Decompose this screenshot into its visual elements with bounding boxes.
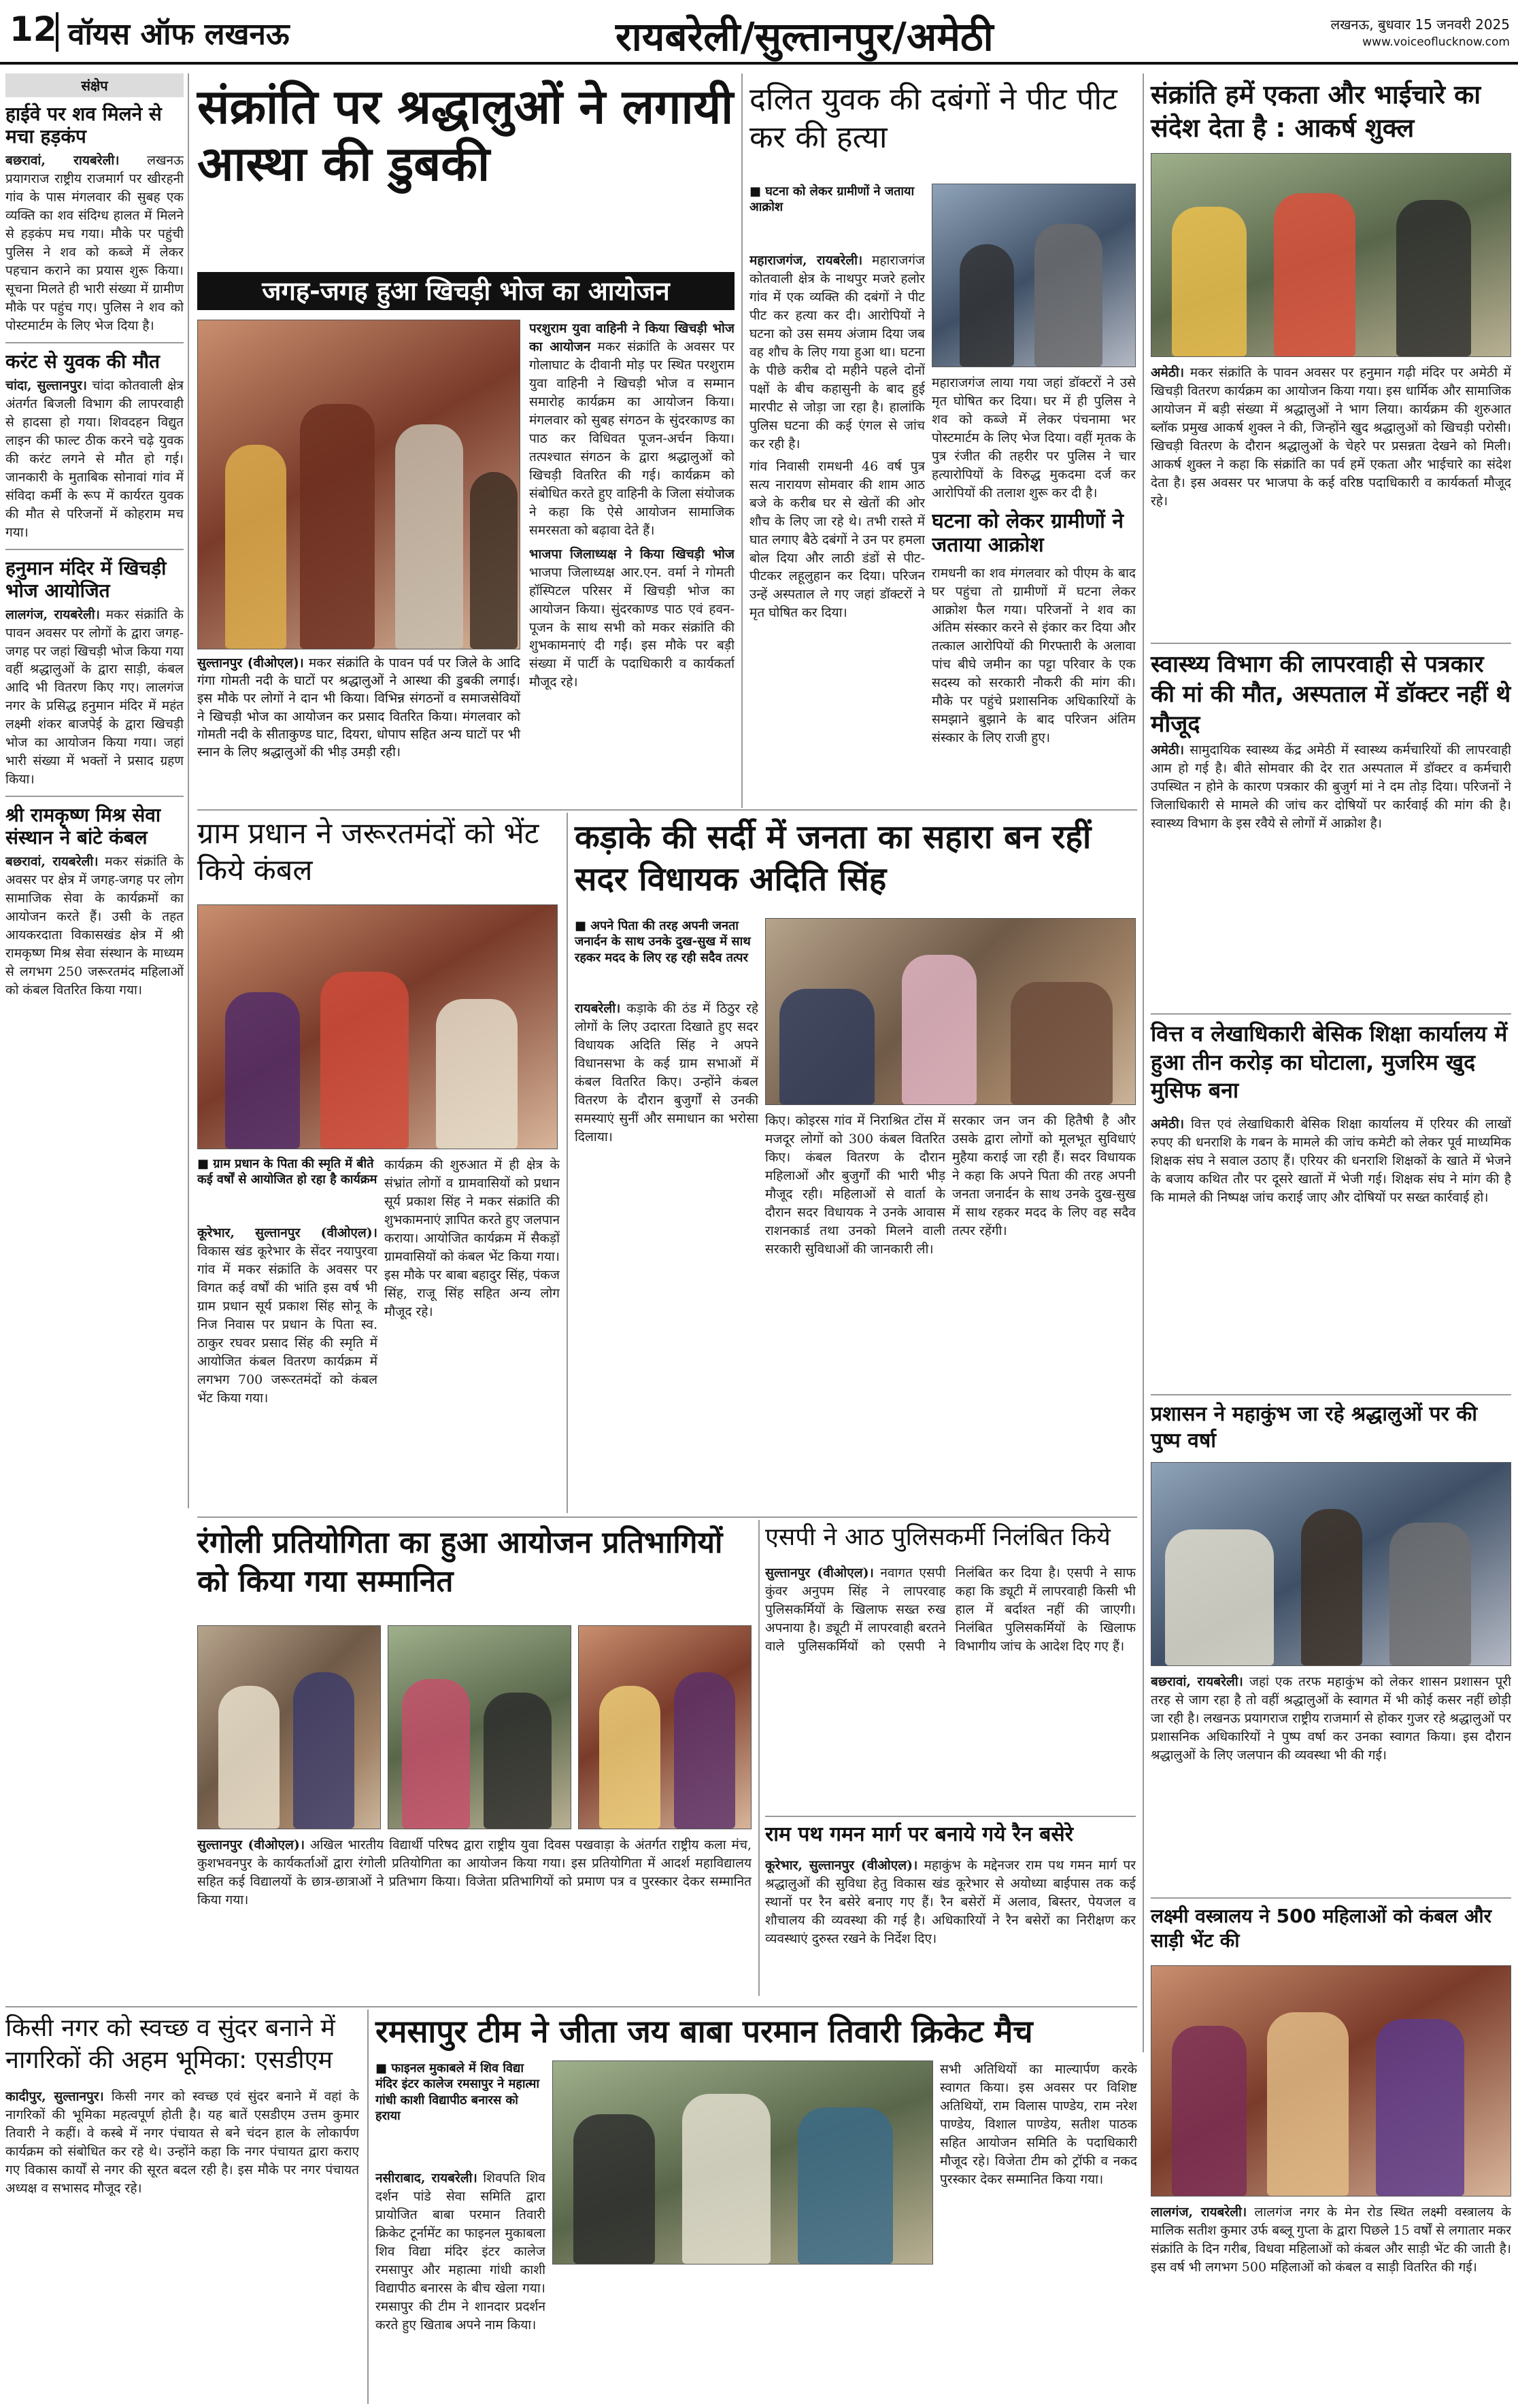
dalit-body3: महाराजगंज लाया गया जहां डॉक्टरों ने उसे मृत घोषित कर दिया। घर में ही पुलिस ने शव को कब्जे में लेकर पंचनामा भर पोस्टमार्टम के लिए भेज दिया। वहीं मृतक के पुत्र रंजीत की तहरीर पर पुलिस ने चार हत्यारोपियों के विरुद्ध मुकदमा दर्ज कर आरोपियों की तलाश शुरू कर दी है। <box>932 375 1136 501</box>
gram-body2: कार्यक्रम की शुरुआत में ही क्षेत्र के संभ्रांत लोगों व ग्रामवासियों को प्रधान सूर्य प्रकाश सिंह ने मकर संक्रांति की शुभकामनाएं ज्ञापित करते हुए जलपान कराया। आयोजित कार्यक्रम में सैकड़ों ग्रामवासियों को कंबल भेंट किया गया। इस मौके पर बाबा बहादुर सिंह, पंकज सिंह, राजू सिंह सहित अन्य लोग मौजूद रहे। <box>384 1157 560 1319</box>
lead-headline: संक्रांति पर श्रद्धालुओं ने लगायी आस्था की डुबकी <box>197 79 734 192</box>
cricket-photo <box>552 2061 933 2265</box>
cricket-column-1 <box>375 2169 545 2401</box>
brief-item <box>5 557 184 790</box>
gram-photo <box>197 904 558 1149</box>
lakshmi-body <box>1151 2203 1511 2401</box>
brief-column <box>5 73 184 1508</box>
lead-caption <box>197 654 520 761</box>
paper-name: वॉयस ऑफ लखनऊ <box>68 17 290 52</box>
kadipur-headline: किसी नगर को स्वच्छ व सुंदर बनाने में नागरिकों की अहम भूमिका: एसडीएम <box>5 2014 335 2074</box>
cricket-headline: रमसापुर टीम ने जीता जय बाबा परमान तिवारी क्रिकेट मैच <box>375 2013 1033 2050</box>
rangoli-dateline: सुल्तानपुर (वीओएल)। <box>197 1837 305 1852</box>
dalit-bullet: ■ घटना को लेकर ग्रामीणों ने जताया आक्रोश <box>749 184 915 215</box>
dalit-column-2 <box>932 374 1136 836</box>
brief-item <box>5 804 184 1000</box>
brief-title: हनुमान मंदिर में खिचड़ी भोज आयोजित <box>5 556 167 602</box>
ram-body-text: महाकुंभ के मद्देनजर राम पथ गमन मार्ग पर श्रद्धालुओं की सुविधा हेतु विकास खंड कूरेभार से अयोध्या बाईपास तक कई स्थानों पर रैन बसेरे बनाए गए हैं। रैन बसेरों में अलाव, बिस्तर, पेयजल व शौचालय की व्यवस्था की गई है। अधिकारियों ने रैन बसेरों का निरीक्षण कर व्यवस्थाएं दुरुस्त रखने के निर्देश दिए। <box>765 1858 1136 1946</box>
lakshmi-dateline: लालगंज, रायबरेली। <box>1151 2205 1247 2220</box>
cricket-column-3 <box>940 2061 1137 2401</box>
dateline: लखनऊ, बुधवार 15 जनवरी 2025 <box>1330 16 1510 33</box>
dalit-body2: गांव निवासी रामधनी 46 वर्ष पुत्र सत्य नारायण सोमवार की शाम आठ बजे के करीब घर से खेतों की ओर शौच के लिए जा रहे थे। तभी रास्ते में घात लगाए बैठे दबंगों ने उन पर हमला बोल दिया और लाठी डंडों से पीट-पीटकर लहूलुहान कर दिया। परिजन उन्हें अस्पताल ले गए जहां डॉक्टरों ने मृत घोषित कर दिया। <box>749 458 925 621</box>
rangoli-photo-2 <box>388 1625 571 1829</box>
ram-headline: राम पथ गमन मार्ग पर बनाये गये रैन बसेरे <box>765 1822 1073 1846</box>
dalit-dateline: महाराजगंज, रायबरेली। <box>749 253 863 268</box>
dalit-body4: रामधनी का शव मंगलवार को पीएम के बाद घर पहुंचा तो ग्रामीणों में घटना लेकर आक्रोश फैल गया। परिजनों ने शव का अंतिम संस्कार करने से इंकार कर दिया और तत्काल आरोपियों की गिरफ्तारी के अलावा पांच बीघे जमीन का पट्टा परिवार के एक सदस्य को सरकारी नौकरी की मांग की। मौके पर पहुंचे प्रशासनिक अधिकारियों के समझाने बुझाने के बाद परिजन अंतिम संस्कार के लिए राजी हुए। <box>932 565 1136 746</box>
brief-dateline: चांदा, सुल्तानपुर। <box>5 377 87 393</box>
journalist-dateline: अमेठी। <box>1151 743 1185 758</box>
lead-subhead <box>197 272 735 310</box>
col2-body: मकर संक्रांति के अवसर पर गोलाघाट के दीवानी मोड़ पर स्थित परशुराम युवा वाहिनी ने खिचड़ी भोज व सम्मान समारोह कार्यक्रम का आयोजन किया। मंगलवार को सुबह संगठन के सुंदरकाण्ड का पाठ कर विधिवत पूजन-अर्चन किया। तत्पश्चात संगठन के द्वारा श्रद्धालुओं को खिचड़ी वितरित की गई। कार्यक्रम को संबोधित करते हुए वाहिनी के जिला संयोजक ने कहा कि ऐसे आयोजन सामाजिक समरसता को बढ़ावा देते हैं। <box>529 339 735 538</box>
aditi-bullet-text: अपने पिता की तरह अपनी जनता जनार्दन के साथ उनके दुख-सुख में साथ रहकर मदद के लिए रह रही सदैव तत्पर <box>575 919 751 965</box>
journalist-body <box>1151 741 1511 1006</box>
section-title: रायबरेली/सुल्तानपुर/अमेठी <box>615 14 994 60</box>
brief-title: श्री रामकृष्ण मिश्र सेवा संस्थान ने बांटे कंबल <box>5 804 161 849</box>
brief-label-text: संक्षेप <box>81 78 108 94</box>
journalist-body-text: सामुदायिक स्वास्थ्य केंद्र अमेठी में स्वास्थ्य कर्मचारियों की लापरवाही आम हो गई है। बीते सोमवार की देर रात अस्पताल में डॉक्टर व कर्मचारी उपस्थित न होने के कारण पत्रकार की बुजुर्ग मां ने दम तोड़ दिया। परिजनों ने जिलाधिकारी से मामले की जांच कर दोषियों पर कार्रवाई की मांग की है। स्वास्थ्य विभाग के इस रवैये से लोगों में आक्रोश है। <box>1151 743 1511 831</box>
brief-body: चांदा कोतवाली क्षेत्र अंतर्गत बिजली विभाग की लापरवाही से हादसा हो गया। शिवदहन विद्युत लाइन की फाल्ट ठीक करने चढ़े युवक की करंट लगने से मौत हो गई। जानकारी के मुताबिक सोनावां गांव में संविदा कर्मी के रूप में कार्यरत युवक की मौत से परिजनों में कोहराम मच गया। <box>5 377 184 540</box>
aditi-body2: किए। कोइरस गांव में निराश्रित टोंस में मजदूर लोगों को 300 कंबल वितरित किए। कंबल वितरण के दौरान महिलाओं और बुजुर्गों की भारी भीड़ मौजूद रही। महिलाओं से वार्ता के दौरान सदर विधायक ने उनके आवास राशनकार्ड तथा उनको मिलने वाली सरकारी सुविधाओं की जानकारी ली। <box>765 1113 945 1257</box>
suspend-body <box>765 1564 1136 1809</box>
lead-caption-text: मकर संक्रांति के पावन पर्व पर जिले के आदि गंगा गोमती नदी के घाटों पर श्रद्धालुओं ने आस्था की डुबकी लगाई। इस मौके पर लोगों ने दान भी किया। विभिन्न संगठनों व समाजसेवियों ने खिचड़ी भोज का आयोजन कर प्रसाद वितरित किया। मंगलवार को गोमती नदी के सीताकुण्ड घाट, दियरा, धोपाप सहित अन्य घाटों पर भी स्नान के लिए श्रद्धालुओं की भीड़ उमड़ी रही। <box>197 656 521 760</box>
lakshmi-headline: लक्ष्मी वस्त्रालय ने 500 महिलाओं को कंबल और साड़ी भेंट की <box>1151 1905 1492 1952</box>
page-number: 12 <box>10 10 57 49</box>
brief-title: हाईवे पर शव मिलने से मचा हड़कंप <box>5 103 162 148</box>
gram-dateline: कूरेभार, सुल्तानपुर (वीओएल)। <box>197 1225 377 1240</box>
pushp-body <box>1151 1673 1511 1890</box>
akarsh-body-text: मकर संक्रांति के पावन अवसर पर हनुमान गढ़ी मंदिर पर अमेठी में खिचड़ी वितरण कार्यक्रम का आयोजन किया गया। इस धार्मिक और सामाजिक आयोजन में बड़ी संख्या में श्रद्धालुओं ने भाग लिया। कार्यक्रम की शुरुआत ब्लॉक प्रमुख आकर्ष शुक्ल ने की, जिन्होंने खुद श्रद्धालुओं को खिचड़ी परोसी। खिचड़ी वितरण के दौरान श्रद्धालुओं के चेहरे पर प्रसन्नता देखने को मिली। आकर्ष शुक्ल ने कहा कि संक्रांति का पर्व हमें एकता और भाईचारे का संदेश देता है। इस अवसर पर भाजपा के कई वरिष्ठ पदाधिकारी व कार्यकर्ता मौजूद रहे। <box>1151 365 1511 509</box>
rangoli-body-text: अखिल भारतीय विद्यार्थी परिषद द्वारा राष्ट्रीय युवा दिवस पखवाड़ा के अंतर्गत राष्ट्रीय कला मंच, कुशभवनपुर के कार्यकर्ताओं द्वारा रंगोली प्रतियोगिता का आयोजन किया गया। इस प्रतियोगिता में आदर्श महाविद्यालय सहित कई विद्यालयों के छात्र-छात्राओं ने प्रतिभाग किया। विजेता प्रतिभागियों को प्रमाण पत्र व पुरस्कार देकर सम्मानित किया गया। <box>197 1837 752 1907</box>
gram-headline: ग्राम प्रधान ने जरूरतमंदों को भेंट किये कंबल <box>197 817 539 887</box>
lakshmi-body-text: लालगंज नगर के मेन रोड स्थित लक्ष्मी वस्त्रालय के मालिक सतीश कुमार उर्फ बब्लू गुप्ता के द्वारा पिछले 15 वर्षों से लगातार मकर संक्रांति के दिन गरीब, विधवा महिलाओं को कंबल और साड़ी भेंट की जाती है। इस वर्ष भी लगभग 500 महिलाओं को कंबल व साड़ी वितरित की गई। <box>1151 2205 1511 2275</box>
cricket-dateline: नसीराबाद, रायबरेली। <box>375 2171 477 2186</box>
gram-column-2 <box>384 1156 560 1516</box>
aditi-column-3 <box>952 1112 1136 1516</box>
pushp-headline: प्रशासन ने महाकुंभ जा रहे श्रद्धालुओं पर की पुष्प वर्षा <box>1151 1402 1478 1453</box>
aditi-photo <box>765 918 1136 1105</box>
ram-body <box>765 1856 1136 1992</box>
cricket-body2: सभी अतिथियों का माल्यार्पण करके स्वागत किया। इस अवसर पर विशिष्ट अतिथियों, राम विलास पाण्डेय, राम नरेश पाण्डेय, विशाल पाण्डेय, सतीश पाठक सहित आयोजन समिति के पदाधिकारी मौजूद रहे। विजेता टीम को ट्रॉफी व नकद पुरस्कार देकर सम्मानित किया गया। <box>940 2062 1137 2187</box>
kadipur-body-text: किसी नगर को स्वच्छ एवं सुंदर बनाने में वहां के नागरिकों की भूमिका महत्वपूर्ण होती है। यह बातें एसडीएम उत्तम कुमार तिवारी ने कहीं। वे कस्बे में नगर पंचायत से बने चंदन हाल के लोकार्पण कार्यक्रम को संबोधित कर रहे थे। उन्होंने कहा कि नगर पंचायत द्वारा कराए गए विकास कार्यों से नगर की सूरत बदल रही है। इस मौके पर नगर पंचायत अध्यक्ष व सभासद मौजूद रहे। <box>5 2089 359 2196</box>
gram-bullet-text: ग्राम प्रधान के पिता की स्मृति में बीते कई वर्षों से आयोजित हो रहा है कार्यक्रम <box>197 1157 377 1187</box>
aditi-column-1 <box>575 1000 758 1516</box>
gram-column-1 <box>197 1224 377 1516</box>
aditi-bullet: ■ अपने पिता की तरह अपनी जनता जनार्दन के साथ उनके दुख-सुख में साथ रहकर मदद के लिए रह रही सदैव तत्पर <box>575 919 751 965</box>
journalist-headline: स्वास्थ्य विभाग की लापरवाही से पत्रकार की मां की मौत, अस्पताल में डॉक्टर नहीं थे मौजूद <box>1151 651 1511 739</box>
col2b-title: भाजपा जिलाध्यक्ष ने किया खिचड़ी भोज <box>529 546 735 562</box>
brief-label <box>5 73 184 97</box>
gram-body1: विकास खंड कूरेभार के सेंदर नयापुरवा गांव में मकर संक्रांति के अवसर पर विगत कई वर्षों की भांति इस वर्ष भी ग्राम प्रधान सूर्य प्रकाश सिंह सोनू के निज निवास पर प्रधान के पिता स्व. ठाकुर रघवर प्रसाद सिंह की स्मृति में आयोजित कंबल वितरण कार्यक्रम में लगभग 700 जरूरतमंदों को कंबल भेंट किया गया। <box>197 1243 377 1406</box>
lead-photo <box>197 320 520 649</box>
lead-caption-dateline: सुल्तानपुर (वीओएल)। <box>197 656 304 671</box>
akarsh-dateline: अमेठी। <box>1151 365 1185 380</box>
aditi-dateline: रायबरेली। <box>575 1001 621 1016</box>
rangoli-body <box>197 1836 752 1999</box>
pushp-body-text: जहां एक तरफ महाकुंभ को लेकर शासन प्रशासन पूरी तरह से जाग रहा है तो वहीं श्रद्धालुओं के स्वागत में भी कोई कसर नहीं छोड़ी जा रही है। लखनऊ प्रयागराज राष्ट्रीय राजमार्ग से होकर गुजर रहे श्रद्धालुओं पर प्रशासनिक अधिकारियों ने पुष्प वर्षा कर उनका स्वागत किया। इस दौरान श्रद्धालुओं के लिए जलपान की व्यवस्था भी की गई। <box>1151 1674 1511 1763</box>
dalit-headline: दलित युवक की दबंगों ने पीट पीट कर की हत्या <box>749 81 1117 156</box>
masthead-divider <box>56 12 58 52</box>
dalit-body1: महाराजगंज कोतवाली क्षेत्र के नाथपुर मजरे हलोर गांव में एक व्यक्ति की दबंगों ने पीट पीट कर हत्या कर दी। आरोपियों ने घटना को उस समय अंजाम दिया जब वह शौच के लिए गया हुआ था। घटना के पीछे करीब दो महीने पहले दोनों पक्षों के बीच कहासुनी के बाद हुई मारपीट से जोड़ा जा रहा है। हालांकि पुलिस घटना की कई एंगल से जांच कर रही है। <box>749 253 925 452</box>
brief-dateline: लालगंज, रायबरेली। <box>5 607 100 622</box>
cricket-bullet: ■ फाइनल मुकाबले में शिव विद्या मंदिर इंटर कालेज रमसापुर ने महात्मा गांधी काशी विद्यापीठ बनारस को हराया <box>375 2061 539 2124</box>
lakshmi-photo <box>1151 1965 1511 2197</box>
akarsh-body <box>1151 364 1511 636</box>
finance-body <box>1151 1115 1511 1387</box>
pushp-dateline: बछरावां, रायबरेली। <box>1151 1674 1243 1689</box>
akarsh-photo <box>1151 153 1511 357</box>
finance-body-text: वित्त एवं लेखाधिकारी बेसिक शिक्षा कार्यालय में एरियर की लाखों रुपए की धनराशि के गबन के मामले की जांच कमेटी को लेकर पूर्व माध्यमिक शिक्षक संघ ने सवाल उठाए हैं। एरियर की धनराशि शिक्षकों के खाते में भेजने के बजाय कथित तौर पर दूसरे खातों में भेजी गई। शिक्षक संघ ने मांग की है कि मामले की निष्पक्ष जांच कराई जाए और दोषियों पर सख्त कार्रवाई हो। <box>1151 1117 1511 1205</box>
lead-subhead-text: जगह-जगह हुआ खिचड़ी भोज का आयोजन <box>262 276 670 306</box>
rangoli-photo-3 <box>578 1625 752 1829</box>
lead-column-2 <box>529 320 735 796</box>
gram-bullet: ■ ग्राम प्रधान के पिता की स्मृति में बीते कई वर्षों से आयोजित हो रहा है कार्यक्रम <box>197 1157 377 1187</box>
brief-dateline: बछरावां, रायबरेली। <box>5 854 99 870</box>
brief-body: मकर संक्रांति के पावन अवसर पर लोगों के द्वारा जगह-जगह पर जहां खिचड़ी भोज किया गया वहीं श्रद्धालुओं के द्वारा साड़ी, कंबल आदि भी वितरण किए गए। लालगंज नगर के प्रसिद्ध हनुमान मंदिर में महंत लक्ष्मी शंकर बाजपेई के द्वारा खिचड़ी भोज का आयोजन किया गया। जहां भारी संख्या में भक्तों ने प्रसाद ग्रहण किया। <box>5 607 184 787</box>
website: www.voiceoflucknow.com <box>1362 35 1510 49</box>
ram-dateline: कूरेभार, सुल्तानपुर (वीओएल)। <box>765 1858 918 1873</box>
rangoli-headline: रंगोली प्रतियोगिता का हुआ आयोजन प्रतिभागियों को किया गया सम्मानित <box>197 1525 723 1599</box>
brief-item <box>5 103 184 335</box>
dalit-column-1 <box>749 252 925 836</box>
brief-dateline: बछरावां, रायबरेली। <box>5 153 120 169</box>
brief-body: मकर संक्रांति के अवसर पर क्षेत्र में जगह-जगह पर लोग सामाजिक सेवा के कार्यक्रमों का आयोजन करते हैं। उसी के तहत आयकरदाता विकासखंड क्षेत्र में श्री रामकृष्ण मिश्र सेवा संस्थान के माध्यम से लगभग 250 जरूरतमंद महिलाओं को कंबल वितरित किया गया। <box>5 854 184 998</box>
brief-title: करंट से युवक की मौत <box>5 350 161 373</box>
suspend-headline: एसपी ने आठ पुलिसकर्मी निलंबित किये <box>765 1523 1111 1551</box>
cricket-body1: शिवपति शिव दर्शन पांडे सेवा समिति द्वारा प्रायोजित बाबा परमान तिवारी क्रिकेट टूर्नामेंट का फाइनल मुकाबला शिव विद्या मंदिर इंटर कालेज रमसापुर और महात्मा गांधी काशी विद्यापीठ बनारस के बीच खेला गया। रमसापुर की टीम ने शानदार प्रदर्शन करते हुए खिताब अपने नाम किया। <box>375 2171 545 2333</box>
aditi-headline: कड़ाके की सर्दी में जनता का सहारा बन रहीं सदर विधायक अदिति सिंह <box>575 818 1092 899</box>
dalit-subhead: घटना को लेकर ग्रामीणों ने जताया आक्रोश <box>932 509 1124 558</box>
col2b-body: भाजपा जिलाध्यक्ष आर.एन. वर्मा ने गोमती हॉस्पिटल परिसर में खिचड़ी भोज का आयोजन किया। सुंदरकाण्ड पाठ एवं हवन-पूजन के साथ सभी को मकर संक्रांति की शुभकामनाएं दी गईं। इस मौके पर बड़ी संख्या में पार्टी के पदाधिकारी व कार्यकर्ता मौजूद रहे। <box>529 564 735 690</box>
dalit-photo <box>932 184 1136 367</box>
aditi-body1: कड़ाके की ठंड में ठिठुर रहे लोगों के लिए उदारता दिखाते हुए सदर विधायक अदिति सिंह ने अपने विधानसभा के कई ग्राम सभाओं में कंबल वितरित किए। उन्होंने कंबल वितरण के दौरान बुजुर्गों से उनकी समस्याएं सुनीं और समाधान का भरोसा दिलाया। <box>575 1001 758 1144</box>
suspend-body-text: नवागत एसपी कुंवर अनुपम सिंह ने लापरवाह पुलिसकर्मियों के खिलाफ सख्त रुख अपनाया है। ड्यूटी में लापरवाही बरतने वाले पुलिसकर्मियों को एसपी ने निलंबित कर दिया है। एसपी ने साफ कहा कि ड्यूटी में लापरवाही किसी भी हाल में बर्दाश्त नहीं की जाएगी। निलंबित पुलिसकर्मियों के खिलाफ विभागीय जांच के आदेश दिए गए हैं। <box>765 1565 1136 1654</box>
aditi-body3: सरकार जन जन की हितैषी है और उसके द्वारा लोगों को मूलभूत सुविधाएं मुहैया कराई जा रही हैं। सदर विधायक ने कहा कि अपने पिता की तरह अपनी जनता जनार्दन के साथ उनके दुख-सुख में साथ रहकर मदद के लिए वह सदैव तत्पर रहेंगी। <box>952 1113 1136 1238</box>
dalit-bullet-text: घटना को लेकर ग्रामीणों ने जताया आक्रोश <box>749 184 915 215</box>
aditi-column-2 <box>765 1112 945 1516</box>
brief-body: लखनऊ प्रयागराज राष्ट्रीय राजमार्ग पर खीरहनी गांव के पास मंगलवार की सुबह एक व्यक्ति का शव संदिग्ध हालत में मिलने से हड़कंप मच गया। मौके पर पहुंची पुलिस ने शव को कब्जे में लेकर पहचान कराने का प्रयास शुरू किया। सूचना मिलते ही भारी संख्या में ग्रामीण मौके पर पहुंच गए। पुलिस ने शव को पोस्टमार्टम के लिए भेज दिया है। <box>5 153 184 333</box>
kadipur-body <box>5 2088 359 2401</box>
pushp-photo <box>1151 1462 1511 1666</box>
cricket-bullet-text: फाइनल मुकाबले में शिव विद्या मंदिर इंटर कालेज रमसापुर ने महात्मा गांधी काशी विद्यापीठ बनारस को हराया <box>375 2061 539 2124</box>
col2-title: परशुराम युवा वाहिनी ने किया खिचड़ी भोज का आयोजन <box>529 321 735 354</box>
rangoli-photo-1 <box>197 1625 381 1829</box>
suspend-dateline: सुल्तानपुर (वीओएल)। <box>765 1565 874 1580</box>
akarsh-headline: संक्रांति हमें एकता और भाईचारे का संदेश देता है : आकर्ष शुक्ल <box>1151 80 1481 143</box>
finance-dateline: अमेठी। <box>1151 1117 1185 1132</box>
masthead <box>0 0 1518 65</box>
brief-item <box>5 350 184 542</box>
finance-headline: वित्त व लेखाधिकारी बेसिक शिक्षा कार्यालय में हुआ तीन करोड़ का घोटाला, मुजरिम खुद मुसिफ बना <box>1151 1021 1508 1104</box>
kadipur-dateline: कादीपुर, सुल्तानपुर। <box>5 2089 104 2104</box>
